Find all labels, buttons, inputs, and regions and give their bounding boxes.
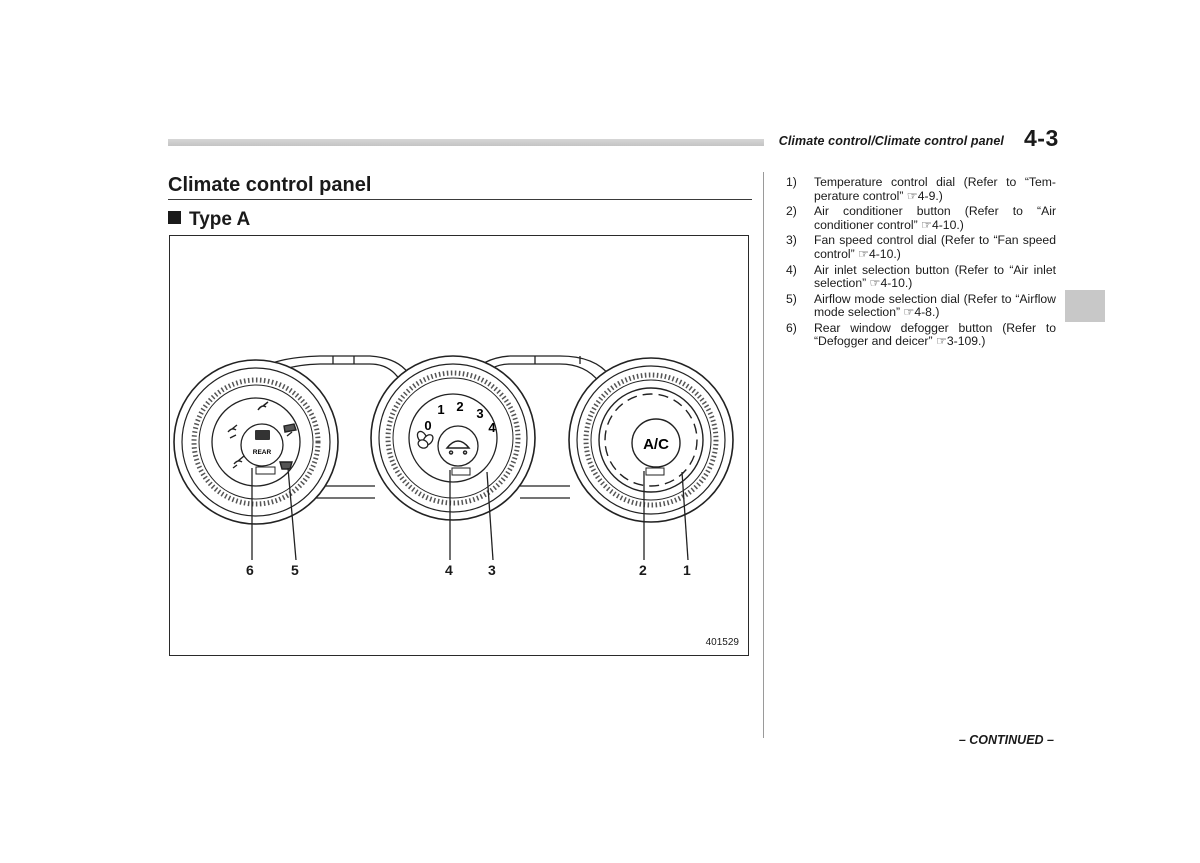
figure-id: 401529	[705, 637, 739, 648]
component-list	[786, 176, 1056, 351]
section-rule	[168, 199, 752, 200]
fan-speed-3: 3	[476, 406, 484, 421]
rear-label: REAR	[252, 449, 272, 456]
fan-speed-4: 4	[488, 420, 496, 435]
list-item: 5) Airflow mode selection dial (Refer to “Airflow mode selection” ☞4-8.)	[786, 291, 1056, 320]
windshield-defrost-icon	[280, 462, 292, 469]
subsection-label: Type A	[189, 209, 251, 230]
temperature-dial	[569, 358, 733, 522]
climate-panel-figure	[169, 235, 749, 656]
list-item: 6) Rear window defogger button (Refer to “Defogger and deicer” ☞3-109.)	[786, 320, 1056, 349]
running-title: Climate control/Climate control panel	[778, 134, 1004, 148]
section-title: Climate control panel	[168, 174, 372, 196]
rear-defogger-icon	[255, 430, 270, 440]
list-item: 2) Air conditioner button (Refer to “Air conditioner control” ☞4-10.)	[786, 204, 1056, 232]
ac-label: A/C	[643, 436, 669, 453]
callout-2: 2	[639, 562, 647, 578]
callout-5: 5	[291, 562, 299, 578]
square-bullet-icon	[168, 211, 181, 224]
page-number: 4-3	[1024, 125, 1059, 151]
column-divider	[763, 172, 764, 738]
list-item: 1) Temperature control dial (Refer to “Tem-perature control” ☞4-9.)	[786, 175, 1056, 203]
subsection-title	[168, 209, 250, 231]
callout-1: 1	[683, 562, 691, 578]
climate-panel-illustration	[170, 236, 750, 657]
list-item: 3) Fan speed control dial (Refer to “Fan speed control” ☞4-10.)	[786, 233, 1056, 261]
chapter-tab	[1065, 290, 1105, 322]
callout-3: 3	[488, 562, 496, 578]
callout-4: 4	[445, 562, 453, 578]
list-item: 4) Air inlet selection button (Refer to “Air inlet selection” ☞4-10.)	[786, 262, 1056, 291]
fan-speed-2: 2	[456, 399, 464, 414]
header-bar	[168, 139, 764, 146]
fan-speed-dial	[371, 356, 535, 520]
airflow-mode-dial	[174, 360, 338, 524]
callout-6: 6	[246, 562, 254, 578]
continued-label: – CONTINUED –	[958, 733, 1054, 747]
fan-speed-0: 0	[424, 418, 432, 433]
fan-speed-1: 1	[437, 402, 445, 417]
